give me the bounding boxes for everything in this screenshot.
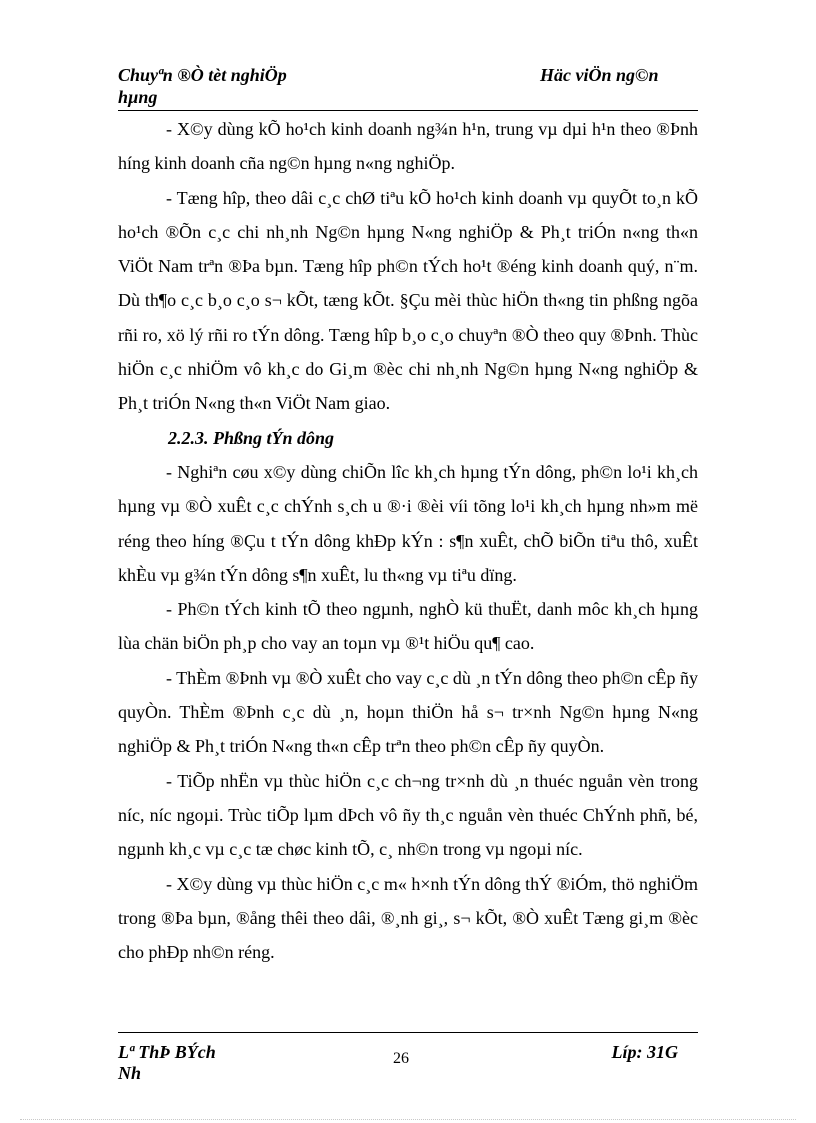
section-heading: 2.2.3. Phßng tÝn dông [168,427,335,448]
body-paragraph: - Ph©n tÝch kinh tÕ theo ngµnh, nghÒ kü thuËt, danh môc kh¸ch hµng lùa chän biÖn ph¸p cho vay an toµn vµ ®¹t hiÖu qu¶ cao. [118,599,698,654]
body-paragraph: - X©y dùng kÕ ho¹ch kinh doanh ng¾n h¹n, trung vµ dµi h¹n theo ®Þnh híng kinh doanh cña ng©n hµng n«ng nghiÖp. [118,119,698,174]
header-institution: Häc viÖn ng©n [540,65,659,85]
page-footer [118,1038,698,1083]
header-thesis-title: Chuyªn ®Ò tèt nghiÖp hµng [118,65,287,107]
page-edge-divider [20,1119,796,1120]
body-paragraph: - X©y dùng vµ thùc hiÖn c¸c m« h×nh tÝn dông thÝ ®iÓm, thö nghiÖm trong ®Þa bµn, ®ång thêi theo dâi, ®¸nh gi¸, s¬ kÕt, ®Ò xuÊt Tæng gi¸m ®èc cho phÐp nh©n réng. [118,873,698,963]
body-paragraph: - ThÈm ®Þnh vµ ®Ò xuÊt cho vay c¸c dù ¸n tÝn dông theo ph©n cÊp ñy quyÒn. ThÈm ®Þnh c¸c dù ¸n, hoµn thiÖn hå s¬ tr×nh Ng©n hµng N«ng nghiÖp & Ph¸t triÓn N«ng th«n cÊp trªn theo ph©n cÊp ñy quyÒn. [118,667,698,757]
body-paragraph: - Nghiªn cøu x©y dùng chiÕn lîc kh¸ch hµng tÝn dông, ph©n lo¹i kh¸ch hµng vµ ®Ò xuÊt c¸c chÝnh s¸ch u ®·i ®èi víi tõng lo¹i kh¸ch hµng nh»m më réng theo híng ®Çu t tÝn dông khÐp kÝn : s¶n xuÊt, chÕ biÕn tiªu thô, xuÊt khÈu vµ g¾n tÝn dông s¶n xuÊt, lu th«ng vµ tiªu dïng. [118,461,698,585]
body-paragraph: - TiÕp nhËn vµ thùc hiÖn c¸c ch¬ng tr×nh dù ¸n thuéc nguån vèn trong níc, níc ngoµi. Trùc tiÕp lµm dÞch vô ñy th¸c nguån vèn thuéc ChÝnh phñ, bé, ngµnh kh¸c vµ c¸c tæ chøc kinh tÕ, c¸ nh©n trong vµ ngoµi níc. [118,770,698,860]
body-paragraph: - Tæng hîp, theo dâi c¸c chØ tiªu kÕ ho¹ch kinh doanh vµ quyÕt to¸n kÕ ho¹ch ®Õn c¸c chi nh¸nh Ng©n hµng N«ng nghiÖp & Ph¸t triÓn n«ng th«n ViÖt Nam trªn ®Þa bµn. Tæng hîp ph©n tÝch ho¹t ®éng kinh doanh quý, n¨m. Dù th¶o c¸c b¸o c¸o s¬ kÕt, tæng kÕt. §Çu mèi thùc hiÖn th«ng tin phßng ngõa rñi ro, xö lý rñi ro tÝn dông. Tæng hîp b¸o c¸o chuyªn ®Ò theo quy ®Þnh. Thùc hiÖn c¸c nhiÖm vô kh¸c do Gi¸m ®èc chi nh¸nh Ng©n hµng N«ng nghiÖp & Ph¸t triÓn N«ng th«n ViÖt Nam giao. [118,187,698,414]
footer-rule [118,1032,698,1033]
footer-class: Líp: 31G [611,1042,678,1062]
page-header [118,64,698,112]
page-number: 26 [393,1050,409,1067]
header-rule [118,110,698,111]
footer-author: Lª ThÞ BÝch Nh [118,1042,216,1083]
page-body [118,112,698,969]
